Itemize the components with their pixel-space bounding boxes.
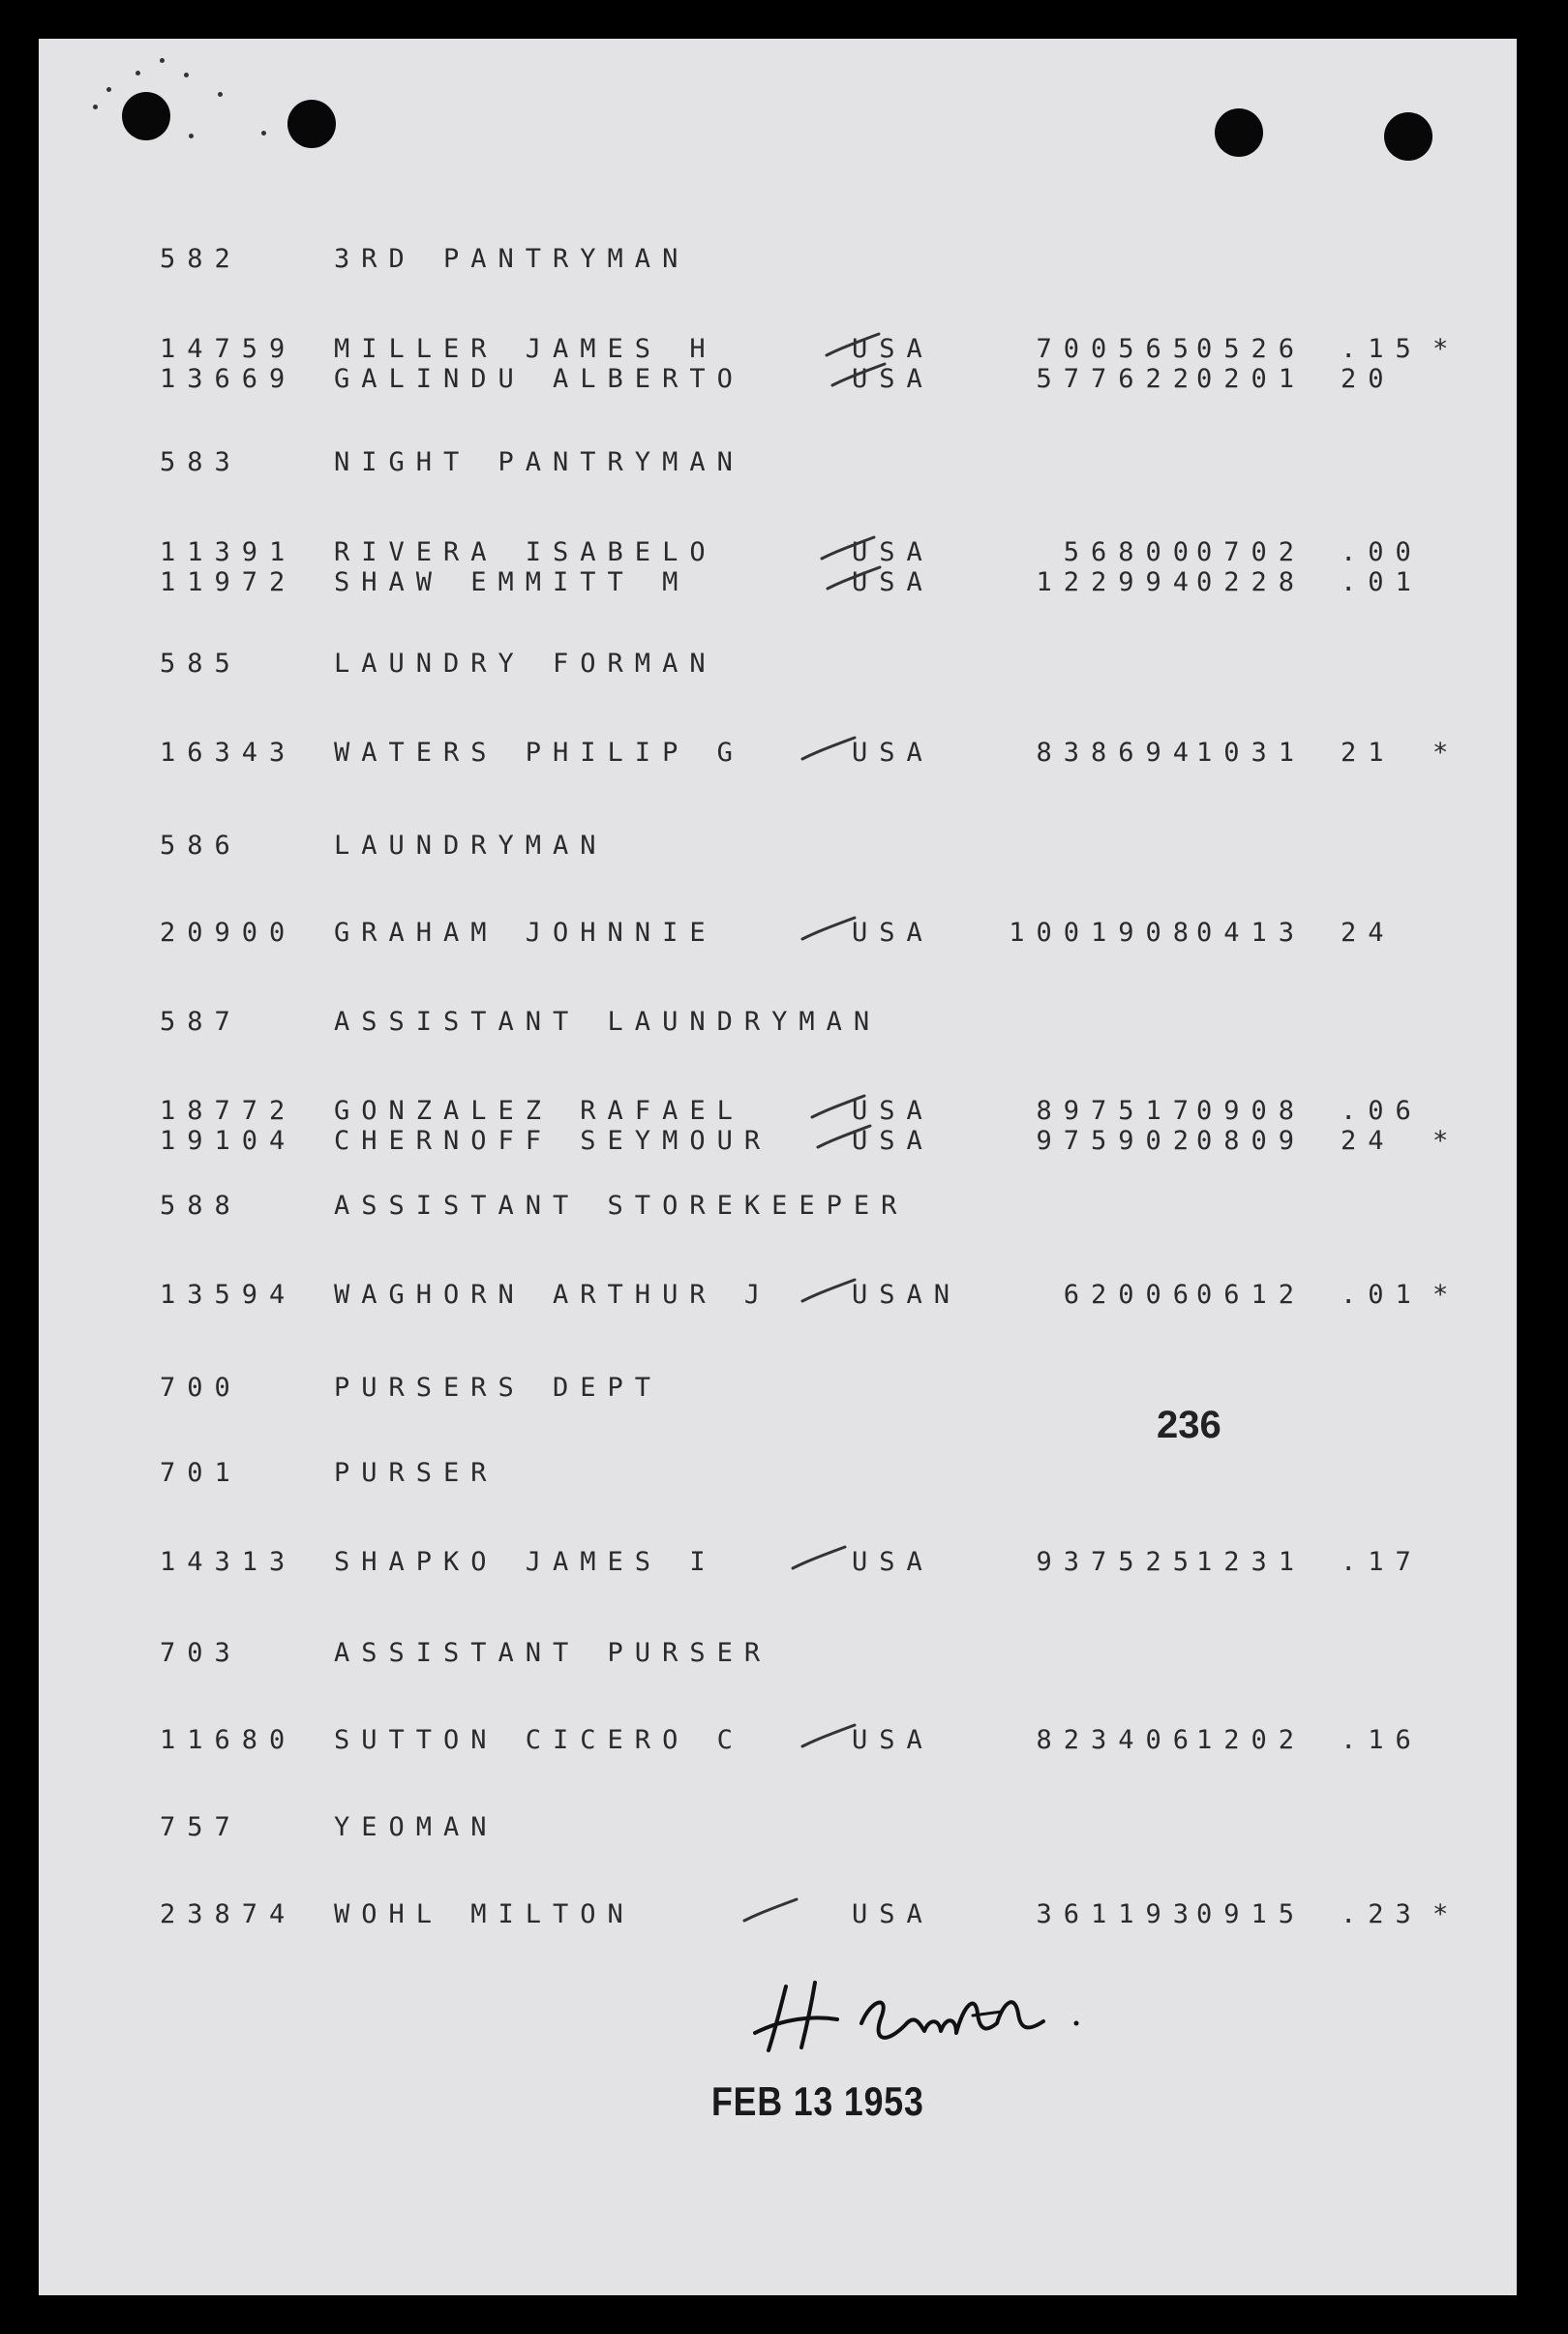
check-mark-icon (799, 1721, 859, 1750)
citizenship: USA (852, 1725, 934, 1755)
date-stamp: FEB 13 1953 (711, 2078, 924, 2124)
rate-code: .15 (1341, 334, 1423, 364)
employee-name: SHAPKO JAMES I (334, 1547, 717, 1577)
section-title: ASSISTANT STOREKEEPER (334, 1191, 909, 1221)
reference-number: 823406 (1036, 1725, 1200, 1755)
section-header (39, 1638, 1517, 1671)
employee-name: WAGHORN ARTHUR J (334, 1280, 772, 1310)
section-title: LAUNDRYMAN (334, 831, 608, 861)
date-code: 0526 (1196, 334, 1307, 364)
rate-code: 24 (1341, 918, 1396, 948)
section-code: 582 (160, 244, 242, 274)
crew-entry-row (39, 1280, 1517, 1313)
employee-name: WATERS PHILIP G (334, 738, 744, 768)
crew-entry-row (39, 537, 1517, 570)
reference-number: 897517 (1036, 1096, 1200, 1126)
date-code: 0915 (1196, 1899, 1307, 1929)
citizenship: USA (852, 1096, 934, 1126)
employee-number: 23874 (160, 1899, 297, 1929)
rate-code: .23 (1341, 1899, 1423, 1929)
check-mark-icon (824, 563, 884, 592)
section-title: NIGHT PANTRYMAN (334, 447, 744, 477)
employee-number: 18772 (160, 1096, 297, 1126)
employee-number: 14313 (160, 1547, 297, 1577)
check-mark-icon (799, 1276, 859, 1305)
section-header (39, 1458, 1517, 1491)
employee-name: WOHL MILTON (334, 1899, 635, 1929)
date-code: 1202 (1196, 1725, 1307, 1755)
citizenship: USA (852, 1126, 934, 1156)
citizenship: USA (852, 537, 934, 567)
section-code: 588 (160, 1191, 242, 1221)
crew-entry-row (39, 1126, 1517, 1159)
citizenship: USA (852, 364, 934, 394)
employee-number: 14759 (160, 334, 297, 364)
section-code: 587 (160, 1007, 242, 1037)
date-code: 0612 (1196, 1280, 1307, 1310)
check-mark-icon (814, 1122, 874, 1151)
asterisk-mark: * (1432, 1899, 1449, 1929)
date-code: 0702 (1196, 537, 1307, 567)
asterisk-mark: * (1432, 1280, 1449, 1310)
section-header (39, 1007, 1517, 1040)
rate-code: .00 (1341, 537, 1423, 567)
crew-list (39, 39, 1517, 2295)
check-mark-icon (823, 330, 883, 359)
employee-number: 11391 (160, 537, 297, 567)
employee-number: 16343 (160, 738, 297, 768)
section-code: 586 (160, 831, 242, 861)
section-code: 700 (160, 1373, 242, 1403)
date-code: 0908 (1196, 1096, 1307, 1126)
section-title: PURSER (334, 1458, 498, 1488)
section-title: PURSERS DEPT (334, 1373, 663, 1403)
date-code: 0809 (1196, 1126, 1307, 1156)
section-header (39, 831, 1517, 864)
section-title: ASSISTANT PURSER (334, 1638, 772, 1668)
reference-number: 975902 (1036, 1126, 1200, 1156)
section-code: 703 (160, 1638, 242, 1668)
section-header (39, 244, 1517, 277)
employee-name: SHAW EMMITT M (334, 567, 690, 597)
employee-name: MILLER JAMES H (334, 334, 717, 364)
section-code: 585 (160, 649, 242, 679)
crew-entry-row (39, 1725, 1517, 1758)
crew-entry-row (39, 738, 1517, 771)
crew-entry-row (39, 1547, 1517, 1580)
signature (736, 1965, 1123, 2062)
asterisk-mark: * (1432, 334, 1449, 364)
reference-number: 1001908 (1009, 918, 1200, 948)
reference-number: 838694 (1036, 738, 1200, 768)
section-header (39, 447, 1517, 480)
document-page (39, 39, 1517, 2295)
check-mark-icon (829, 360, 889, 389)
section-title: LAUNDRY FORMAN (334, 649, 717, 679)
reference-number: 122994 (1036, 567, 1200, 597)
section-header (39, 1191, 1517, 1224)
date-code: 0228 (1196, 567, 1307, 597)
date-code: 1031 (1196, 738, 1307, 768)
rate-code: .01 (1341, 1280, 1423, 1310)
crew-entry-row (39, 1899, 1517, 1932)
date-code: 0201 (1196, 364, 1307, 394)
section-header (39, 649, 1517, 682)
check-mark-icon (740, 1895, 800, 1925)
asterisk-mark: * (1432, 738, 1449, 768)
check-mark-icon (808, 1092, 868, 1121)
check-mark-icon (818, 533, 878, 562)
rate-code: 20 (1341, 364, 1396, 394)
citizenship: USA (852, 1899, 934, 1929)
section-code: 583 (160, 447, 242, 477)
rate-code: .17 (1341, 1547, 1423, 1577)
citizenship: USA (852, 918, 934, 948)
crew-entry-row (39, 567, 1517, 600)
rate-code: 24 (1341, 1126, 1396, 1156)
employee-name: RIVERA ISABELO (334, 537, 717, 567)
section-code: 757 (160, 1812, 242, 1842)
citizenship: USA (852, 334, 934, 364)
reference-number: 62006 (1063, 1280, 1200, 1310)
section-title: ASSISTANT LAUNDRYMAN (334, 1007, 882, 1037)
employee-name: GRAHAM JOHNNIE (334, 918, 717, 948)
employee-number: 11680 (160, 1725, 297, 1755)
page-number: 236 (1157, 1404, 1221, 1446)
reference-number: 577622 (1036, 364, 1200, 394)
citizenship: USAN (852, 1280, 962, 1310)
rate-code: .06 (1341, 1096, 1423, 1126)
crew-entry-row (39, 364, 1517, 397)
employee-number: 13669 (160, 364, 297, 394)
citizenship: USA (852, 738, 934, 768)
date-code: 0413 (1196, 918, 1307, 948)
section-header (39, 1812, 1517, 1845)
employee-number: 20900 (160, 918, 297, 948)
citizenship: USA (852, 567, 934, 597)
reference-number: 56800 (1063, 537, 1200, 567)
check-mark-icon (799, 914, 859, 943)
date-code: 1231 (1196, 1547, 1307, 1577)
rate-code: 21 (1341, 738, 1396, 768)
section-code: 701 (160, 1458, 242, 1488)
employee-number: 19104 (160, 1126, 297, 1156)
reference-number: 700565 (1036, 334, 1200, 364)
section-header (39, 1373, 1517, 1406)
employee-name: GALINDU ALBERTO (334, 364, 744, 394)
crew-entry-row (39, 918, 1517, 951)
employee-name: SUTTON CICERO C (334, 1725, 744, 1755)
employee-number: 13594 (160, 1280, 297, 1310)
section-title: 3RD PANTRYMAN (334, 244, 690, 274)
rate-code: .16 (1341, 1725, 1423, 1755)
citizenship: USA (852, 1547, 934, 1577)
check-mark-icon (799, 734, 859, 763)
employee-name: CHERNOFF SEYMOUR (334, 1126, 772, 1156)
asterisk-mark: * (1432, 1126, 1449, 1156)
reference-number: 361193 (1036, 1899, 1200, 1929)
section-title: YEOMAN (334, 1812, 498, 1842)
crew-entry-row (39, 334, 1517, 367)
crew-entry-row (39, 1096, 1517, 1129)
reference-number: 937525 (1036, 1547, 1200, 1577)
rate-code: .01 (1341, 567, 1423, 597)
employee-name: GONZALEZ RAFAEL (334, 1096, 744, 1126)
employee-number: 11972 (160, 567, 297, 597)
check-mark-icon (789, 1543, 849, 1572)
